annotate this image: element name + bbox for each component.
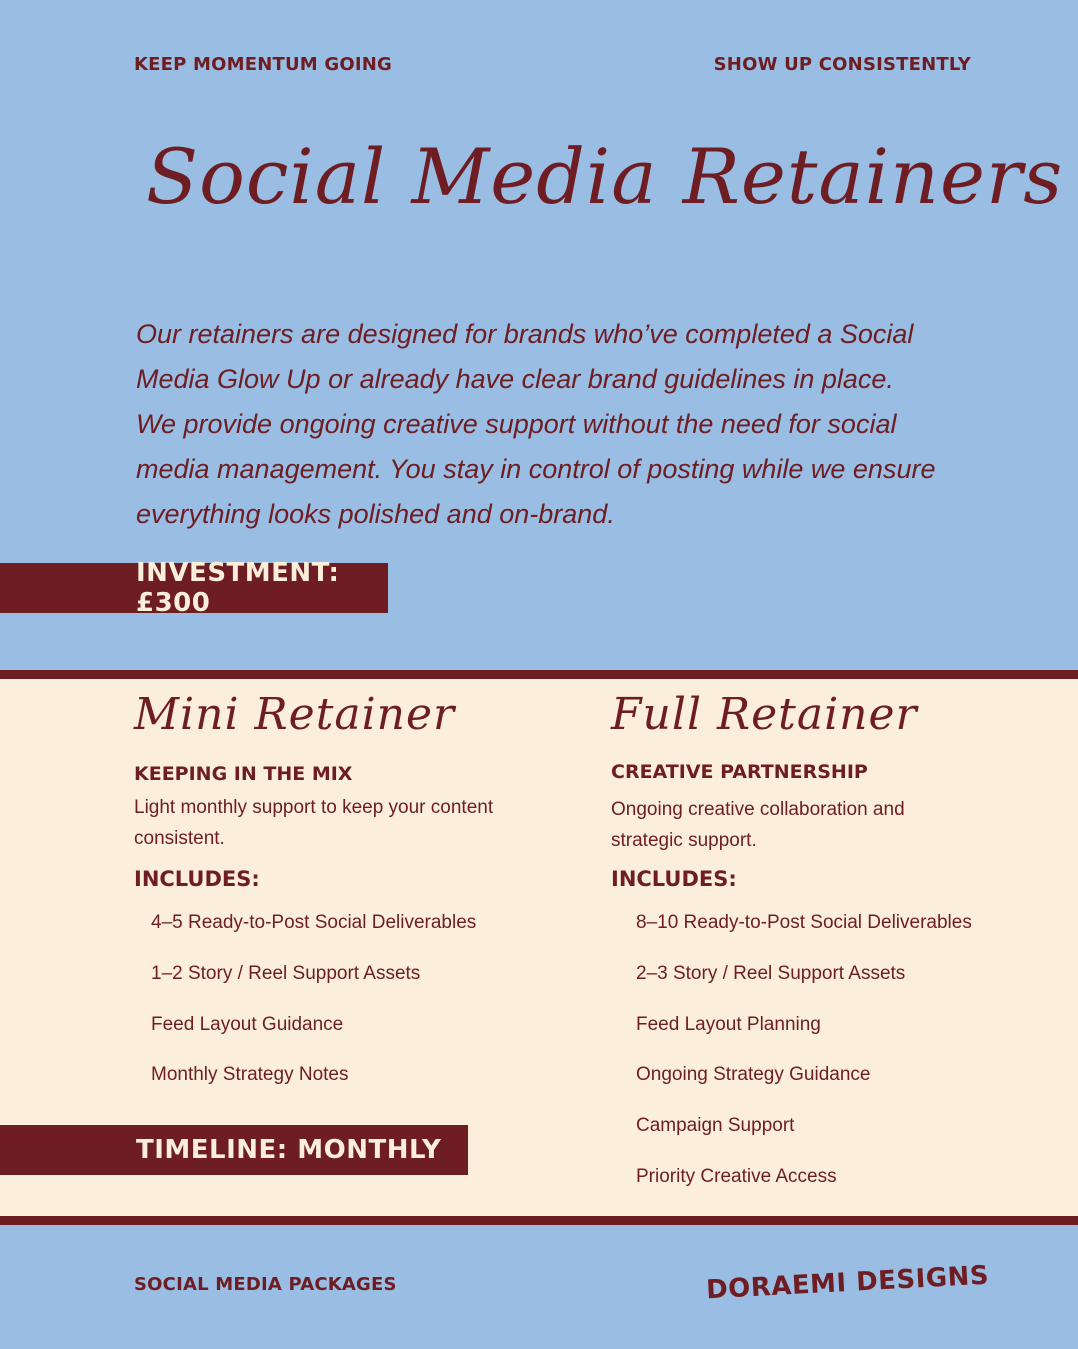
- mini-includes-label: INCLUDES:: [134, 867, 260, 891]
- timeline-banner: [0, 1125, 468, 1175]
- bottom-divider: [0, 1216, 1078, 1225]
- list-item: 1–2 Story / Reel Support Assets: [151, 962, 421, 984]
- investment-banner: [0, 558, 388, 618]
- full-retainer-subtitle: CREATIVE PARTNERSHIP: [611, 761, 868, 783]
- header-right-tag: SHOW UP CONSISTENTLY: [713, 54, 971, 75]
- list-item: Monthly Strategy Notes: [151, 1064, 349, 1086]
- brand-logo: DORAEMI DESIGNS: [705, 1260, 990, 1306]
- top-divider: [0, 670, 1078, 679]
- list-item: Campaign Support: [636, 1115, 795, 1137]
- timeline-label: TIMELINE: MONTHLY: [136, 1135, 442, 1165]
- list-item: Feed Layout Planning: [636, 1013, 821, 1035]
- full-retainer-title: Full Retainer: [611, 689, 918, 740]
- mini-includes-list: [151, 911, 476, 1114]
- mini-retainer-subtitle: KEEPING IN THE MIX: [134, 763, 353, 785]
- list-item: 4–5 Ready-to-Post Social Deliverables: [151, 912, 477, 933]
- list-item: 8–10 Ready-to-Post Social Deliverables: [636, 912, 972, 933]
- full-includes-list: [636, 911, 972, 1216]
- mini-retainer-description: Light monthly support to keep your content consistent.: [134, 797, 494, 849]
- mini-retainer-title: Mini Retainer: [134, 689, 456, 740]
- full-includes-label: INCLUDES:: [611, 867, 737, 891]
- page-title: Social Media Retainers: [146, 132, 1064, 221]
- investment-label: INVESTMENT: £300: [136, 558, 340, 618]
- header-left-tag: KEEP MOMENTUM GOING: [134, 54, 392, 75]
- intro-paragraph: Our retainers are designed for brands who’ve completed a Social Media Glow Up or already have clear brand guidelines in place. We provide ongoing creative support without the need for social media management. You stay in control of posting while we ensure everything looks polished and on-brand.: [136, 319, 936, 529]
- full-retainer-description: Ongoing creative collaboration and strategic support.: [611, 799, 905, 851]
- list-item: Feed Layout Guidance: [151, 1013, 344, 1035]
- footer-left-tag: SOCIAL MEDIA PACKAGES: [134, 1274, 397, 1295]
- list-item: 2–3 Story / Reel Support Assets: [636, 962, 906, 984]
- list-item: Priority Creative Access: [636, 1165, 837, 1187]
- list-item: Ongoing Strategy Guidance: [636, 1064, 871, 1086]
